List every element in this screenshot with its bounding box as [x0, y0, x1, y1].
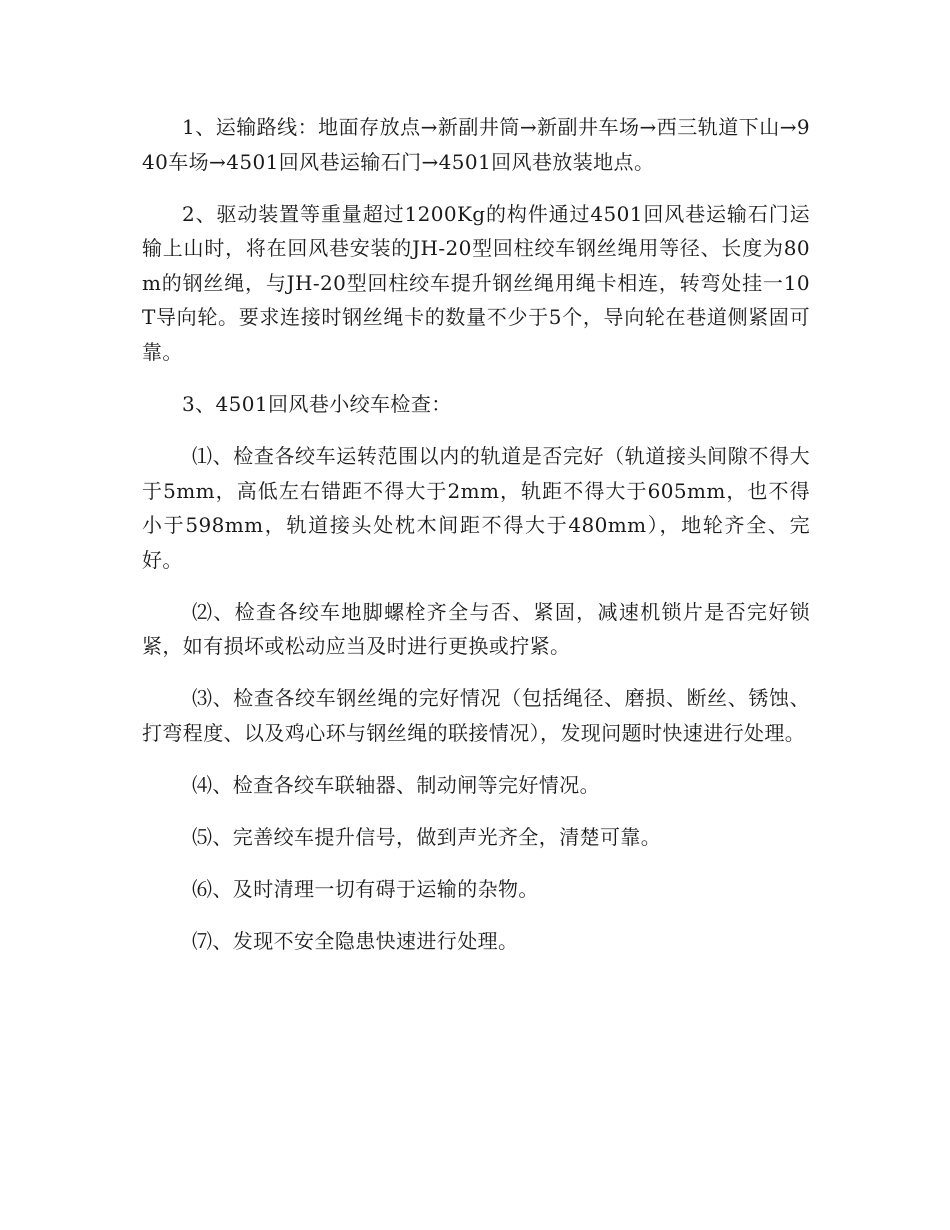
paragraph-heavy-parts-transport: 2、驱动装置等重量超过1200Kg的构件通过4501回风巷运输石门运输上山时，将在回风巷安装的JH-20型回柱绞车钢丝绳用等径、长度为80m的钢丝绳，与JH-20型回柱绞车提升钢丝绳用绳卡相连，转弯处挂一10T导向轮。要求连接时钢丝绳卡的数量不少于5个，导向轮在巷道侧紧固可靠。 — [142, 201, 810, 364]
list-item-check-track: ⑴、检查各绞车运转范围以内的轨道是否完好（轨道接头间隙不得大于5mm，高低左右错距不得大于2mm，轨距不得大于605mm，也不得小于598mm，轨道接头处枕木间距不得大于480mm），地轮齐全、完好。 — [142, 443, 810, 572]
list-item-check-wire-rope: ⑶、检查各绞车钢丝绳的完好情况（包括绳径、磨损、断丝、锈蚀、打弯程度、以及鸡心环与钢丝绳的联接情况），发现问题时快速进行处理。 — [142, 686, 810, 745]
list-item-improve-signal: ⑸、完善绞车提升信号，做到声光齐全，清楚可靠。 — [192, 824, 662, 849]
list-item-check-bolts: ⑵、检查各绞车地脚螺栓齐全与否、紧固，减速机锁片是否完好锁紧，如有损坏或松动应当及时进行更换或拧紧。 — [142, 599, 810, 659]
document-body — [142, 110, 810, 976]
paragraph-winch-inspection-heading: 3、4501回风巷小绞车检查： — [182, 391, 452, 416]
list-item-handle-hazards: ⑺、发现不安全隐患快速进行处理。 — [192, 928, 519, 953]
list-item-clear-debris: ⑹、及时清理一切有碍于运输的杂物。 — [192, 876, 539, 901]
paragraph-transport-route: 1、运输路线：地面存放点→新副井筒→新副井车场→西三轨道下山→940车场→4501回风巷运输石门→4501回风巷放装地点。 — [142, 115, 810, 174]
list-item-check-coupling-brake: ⑷、检查各绞车联轴器、制动闸等完好情况。 — [192, 772, 600, 797]
